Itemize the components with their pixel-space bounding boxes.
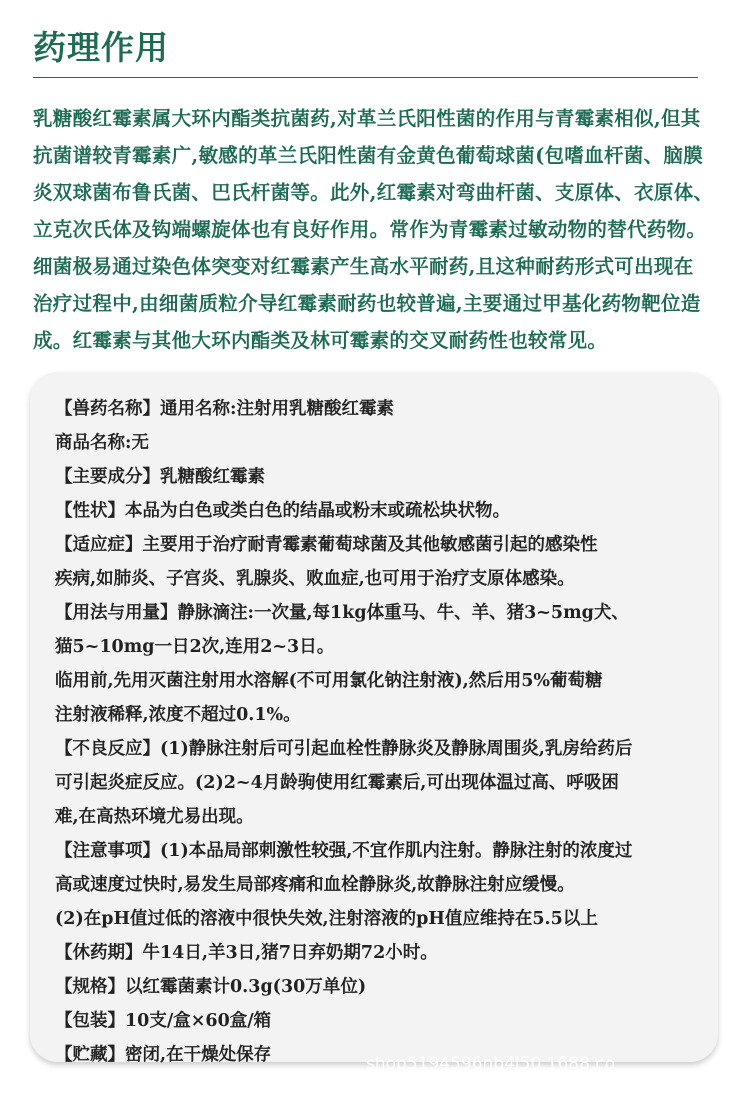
card-line: 临用前,先用灭菌注射用水溶解(不可用氯化钠注射液),然后用5%葡萄糖 (55, 671, 603, 691)
watermark: shop5194596nb4l50.1688.co (366, 1054, 616, 1074)
card-line: 难,在高热环境尤易出现。 (55, 807, 254, 827)
intro-line: 成。红霉素与其他大环内酯类及林可霉素的交叉耐药性也较常见。 (33, 329, 608, 352)
card-line: 【兽药名称】通用名称:注射用乳糖酸红霉素 (55, 399, 394, 419)
card-line: 【规格】以红霉菌素计0.3g(30万单位) (55, 977, 367, 997)
card-line: 疾病,如肺炎、子宫炎、乳腺炎、败血症,也可用于治疗支原体感染。 (55, 569, 575, 589)
card-line: 可引起炎症反应。(2)2~4月龄驹使用红霉素后,可出现体温过高、呼吸困 (55, 773, 619, 793)
intro-paragraph (33, 100, 723, 359)
card-line: 【不良反应】(1)静脉注射后可引起血栓性静脉炎及静脉周围炎,乳房给药后 (55, 739, 633, 759)
card-line: 【休药期】牛14日,羊3日,猪7日弃奶期72小时。 (55, 943, 438, 963)
intro-line: 立克次氏体及钩端螺旋体也有良好作用。常作为青霉素过敏动物的替代药物。 (33, 218, 707, 241)
card-line: 【性状】本品为白色或类白色的结晶或粉末或疏松块状物。 (55, 501, 510, 521)
section-title: 药理作用 (33, 28, 169, 67)
card-line: 【包装】10支/盒×60盒/箱 (55, 1011, 272, 1031)
card-line: 【适应症】主要用于治疗耐青霉素葡萄球菌及其他敏感菌引起的感染性 (55, 535, 598, 555)
card-line: 高或速度过快时,易发生局部疼痛和血栓静脉炎,故静脉注射应缓慢。 (55, 875, 575, 895)
card-line: 【注意事项】(1)本品局部刺激性较强,不宜作肌内注射。静脉注射的浓度过 (55, 841, 633, 861)
info-card-text (55, 392, 715, 1072)
intro-line: 乳糖酸红霉素属大环内酯类抗菌药,对革兰氏阳性菌的作用与青霉素相似,但其 (33, 107, 701, 130)
intro-line: 治疗过程中,由细菌质粒介导红霉素耐药也较普遍,主要通过甲基化药物靶位造 (33, 292, 701, 315)
card-line: 【主要成分】乳糖酸红霉素 (55, 467, 265, 487)
card-line: 商品名称:无 (55, 433, 149, 453)
card-line: 注射液稀释,浓度不超过0.1%。 (55, 705, 301, 725)
card-line: 【贮藏】密闭,在干燥处保存 (55, 1045, 272, 1065)
intro-line: 细菌极易通过染色体突变对红霉素产生高水平耐药,且这种耐药形式可出现在 (33, 255, 694, 278)
intro-line: 抗菌谱较青霉素广,敏感的革兰氏阳性菌有金黄色葡萄球菌(包嗜血杆菌、脑膜 (33, 144, 704, 167)
title-divider (33, 77, 698, 78)
card-line: 【用法与用量】静脉滴注:一次量,每1kg体重马、牛、羊、猪3~5mg犬、 (55, 603, 629, 623)
card-line: (2)在pH值过低的溶液中很快失效,注射溶液的pH值应维持在5.5以上 (55, 909, 598, 929)
card-line: 猫5~10mg一日2次,连用2~3日。 (55, 637, 335, 657)
intro-line: 炎双球菌布鲁氏菌、巴氏杆菌等。此外,红霉素对弯曲杆菌、支原体、衣原体、 (33, 181, 714, 204)
